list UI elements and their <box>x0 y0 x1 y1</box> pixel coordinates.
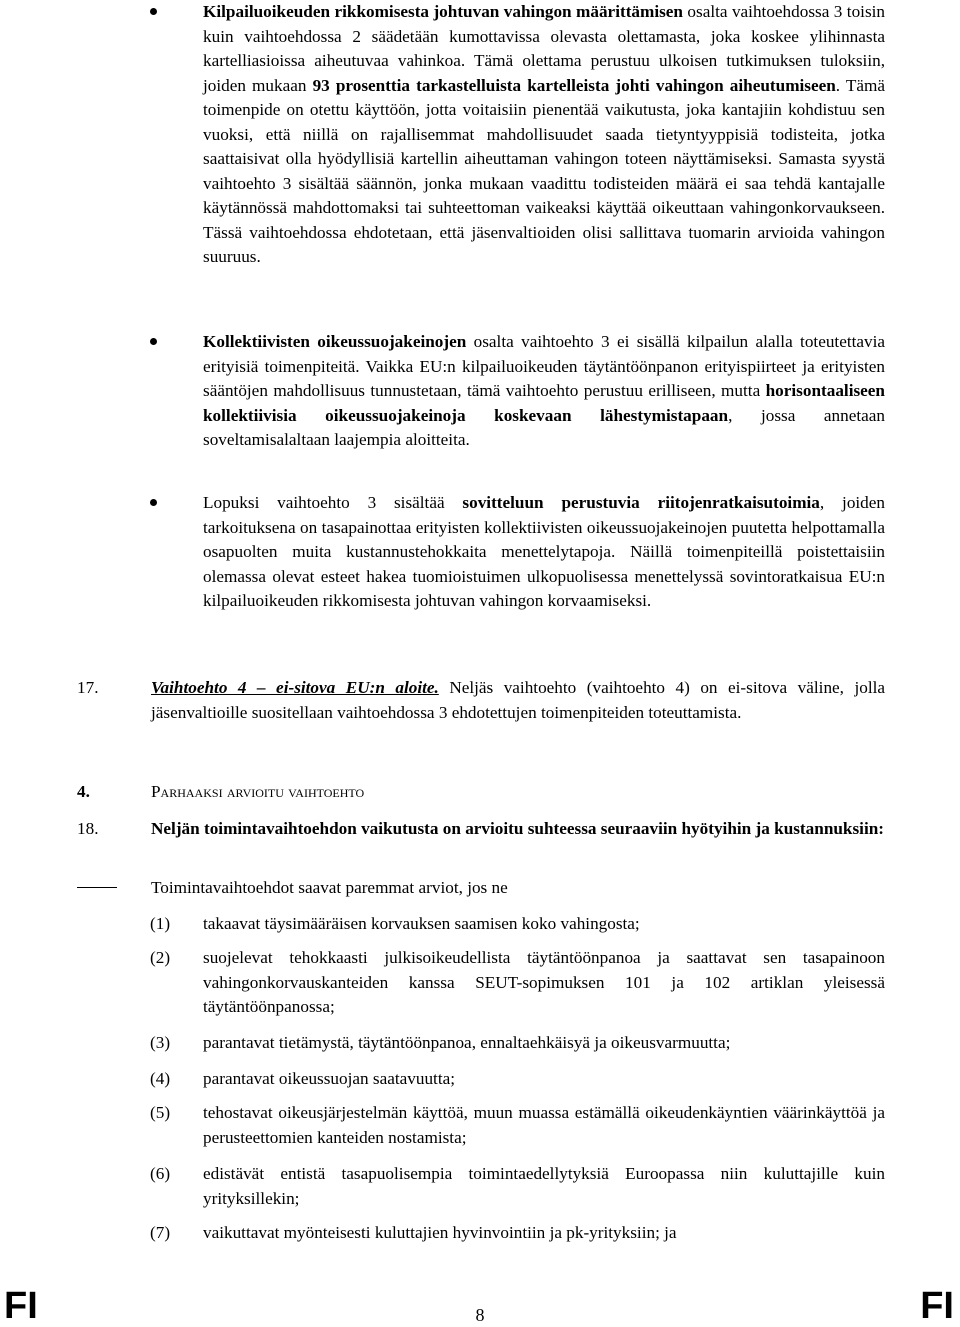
list-item-number: (3) <box>150 1033 171 1052</box>
list-item: suojelevat tehokkaasti julkisoikeudellista täytäntöönpanoa ja saattavat sen tasapainoon vahingonkorvauskanteiden kanssa SEUT-sopimuksen 101 ja 102 artiklan yleisessä täytäntöönpanossa; <box>203 948 885 1016</box>
bullet-paragraph <box>203 491 885 614</box>
paragraph-17 <box>151 676 885 725</box>
paragraph-title: Vaihtoehto 4 – ei-sitova EU:n aloite. <box>151 678 439 697</box>
dash-marker <box>77 887 117 888</box>
paragraph-text: Neljäs vaihtoehto (vaihtoehto 4) on ei-sitova väline, jolla jäsenvaltioille suositellaan vaihtoehdossa 3 ehdotettujen toimenpiteiden toteuttamista. <box>151 678 885 722</box>
bullet-paragraph <box>203 330 885 453</box>
list-item-number: (4) <box>150 1069 171 1088</box>
paragraph-text: , joiden tarkoituksena on tasapainottaa erityisten kollektiivisten oikeussuojakeinojen puutetta helpottamalla osapuolten muita kustannustehokkaita menettelytapoja. Näillä toimenpiteillä poistettaisiin olemassa olevat esteet hakea tuomioistuimen ulkopuolisessa menettelyssä sovintoratkaisua EU:n kilpailuoikeuden rikkomisesta johtuvan vahingon korvaamiseksi. <box>203 493 886 610</box>
list-item-number: (5) <box>150 1103 171 1122</box>
paragraph-text: . Tämä toimenpide on otettu käyttöön, jotta voitaisiin pienentää vaikutusta, joka kantajiin kohdistuu sen vuoksi, että niillä on rajallisemmat mahdollisuudet saada tietyntyyppisiä todisteita, jotka saattaisivat olla hyödyllisiä kartellin aiheuttaman vahingon toteen näyttämiseksi. Samasta syystä vaihtoehto 3 sisältää säännön, jonka mukaan vaadittu todisteiden määrä ei saa tehdä kantajalle käytännössä mahdottomaksi tai suhteettoman vaikeaksi käyttää oikeuttaan vahingonkorvaukseen. Tässä vaihtoehdossa ehdotetaan, että jäsenvaltioiden olisi sallittava tuomarin arvioida vahingon suuruus. <box>203 75 886 266</box>
list-item: tehostavat oikeusjärjestelmän käyttöä, muun muassa estämällä oikeudenkäyntien väärinkäyttöä ja perusteettomien kanteiden nostamista; <box>203 1103 885 1147</box>
list-item: takaavat täysimääräisen korvauksen saamisen koko vahingosta; <box>203 914 640 933</box>
list-item-number: (6) <box>150 1164 171 1183</box>
bold-lead: Kollektiivisten oikeussuojakeinojen <box>203 332 467 351</box>
paragraph-text: osalta vaihtoehto 3 ei sisällä kilpailun alalla toteutettavia erityisiä toimenpiteitä. Vaikka EU:n kilpailuoikeuden täytäntöönpanon erityispiirteet ja erityisten sääntöjen mahdollisuus tunnustetaan, tämä vaihtoehto perustuu erilliseen, mutta <box>203 332 885 400</box>
paragraph-text: , jossa annetaan soveltamisalaltaan laajempia aloitteita. <box>203 405 885 449</box>
footer-language-left: FI <box>4 1285 38 1327</box>
bold-text: horisontaaliseen kollektiivisia oikeussuojakeinoja koskevaan lähestymistapaan <box>203 381 885 425</box>
bold-text: 93 prosenttia tarkastelluista kartelleista johti vahingon aiheutumiseen <box>312 75 836 95</box>
bullet-dot <box>150 338 157 345</box>
page-number: 8 <box>475 1305 485 1325</box>
list-item-number: (2) <box>150 948 171 967</box>
list-item-number: (1) <box>150 914 171 933</box>
section-number: 4. <box>77 782 90 801</box>
section-heading <box>151 780 885 805</box>
footer-language-right: FI <box>920 1285 954 1327</box>
list-item: edistävät entistä tasapuolisempia toimintaedellytyksiä Euroopassa niin kuluttajille kuin yrityksillekin; <box>203 1164 885 1208</box>
bullet-dot <box>150 499 157 506</box>
list-item-number: (7) <box>150 1223 171 1242</box>
list-item: vaikuttavat myönteisesti kuluttajien hyvinvointiin ja pk-yrityksiin; ja <box>203 1223 677 1242</box>
dash-item-text: Toimintavaihtoehdot saavat paremmat arviot, jos ne <box>151 878 508 897</box>
bullet-dot <box>150 8 157 15</box>
paragraph-text: Lopuksi vaihtoehto 3 sisältää <box>203 493 463 512</box>
paragraph-number: 17. <box>77 678 99 697</box>
paragraph-title: Neljän toimintavaihtoehdon vaikutusta on arvioitu suhteessa seuraaviin hyötyihin ja kustannuksiin: <box>151 819 885 838</box>
bold-lead: Kilpailuoikeuden rikkomisesta johtuvan vahingon määrittämisen <box>203 2 683 21</box>
bullet-paragraph <box>203 0 885 270</box>
list-item: parantavat oikeussuojan saatavuutta; <box>203 1069 455 1088</box>
list-item: parantavat tietämystä, täytäntöönpanoa, ennaltaehkäisyä ja oikeusvarmuutta; <box>203 1033 731 1052</box>
bold-lead: sovitteluun perustuvia riitojenratkaisutoimia <box>462 493 820 512</box>
paragraph-text: osalta vaihtoehdossa 3 toisin kuin vaihtoehdossa 2 säädetään kumottavissa olevasta olettamasta, joka koskee ylihinnasta kartelliasioissa aiheutuvaa vahinkoa. Tämä olettama perustuu ulkoisen tutkimuksen tuloksiin, joiden mukaan <box>203 2 885 95</box>
paragraph-number: 18. <box>77 819 99 838</box>
section-title: Parhaaksi arvioitu vaihtoehto <box>151 782 365 801</box>
